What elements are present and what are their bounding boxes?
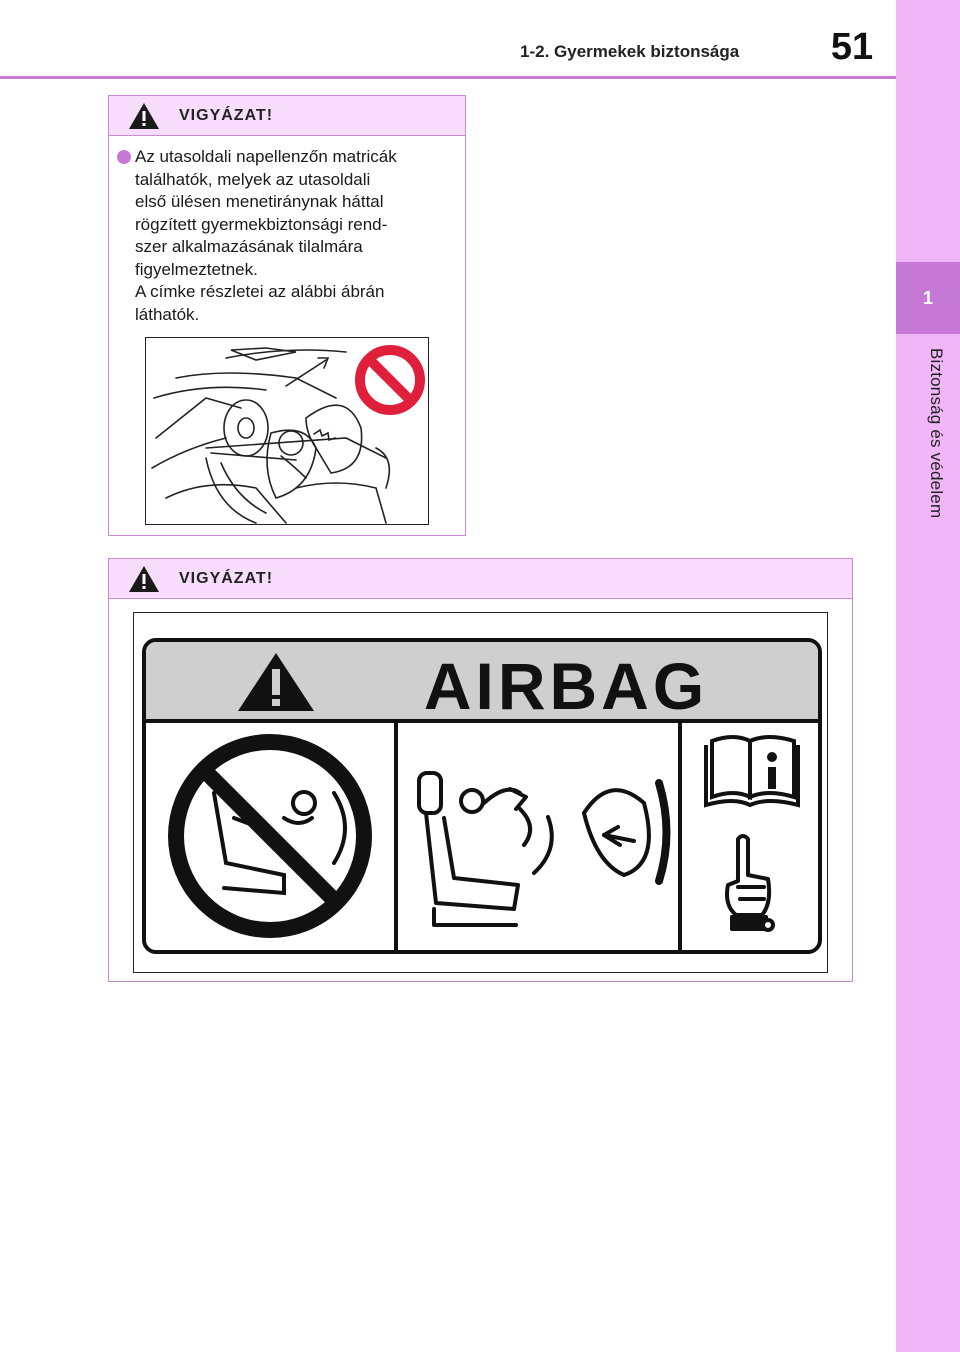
bullet-item [117,146,457,326]
airbag-warning-label-illustration [133,612,828,973]
header-divider [0,76,896,79]
car-interior-airbag-icon [146,338,428,524]
read-manual-icon [706,737,798,805]
bullet-dot-icon [117,150,131,164]
caution-box-sunvisor-label [108,95,466,536]
rear-facing-seat-illustration [145,337,429,525]
caution-header [109,559,852,599]
warning-triangle-icon [127,564,161,594]
caution-header [109,96,465,136]
chapter-number: 1 [922,287,933,308]
caution-label: VIGYÁZAT! [179,569,274,587]
airbag-text: AIRBAG [423,649,709,723]
section-title: 1-2. Gyermekek biztonsága [520,42,740,61]
caution-label: VIGYÁZAT! [179,106,274,124]
caution-box-airbag-label [108,558,853,982]
warning-triangle-icon [127,101,161,131]
caution-text: Az utasoldali napellenzőn matricák találhatók, melyek az utasoldali első ülésen menetiránynak háttal rögzített gyermekbiztonsági rend- szer alkalmazásának tilalmára figyelmeztetnek. A címke részletei az alábbi ábrán láthatók. [135,147,397,324]
chapter-title: Biztonság és védelem [927,348,946,519]
chapter-number-tab[interactable] [896,262,960,334]
side-tab [896,0,960,1352]
page-number: 51 [830,26,874,68]
